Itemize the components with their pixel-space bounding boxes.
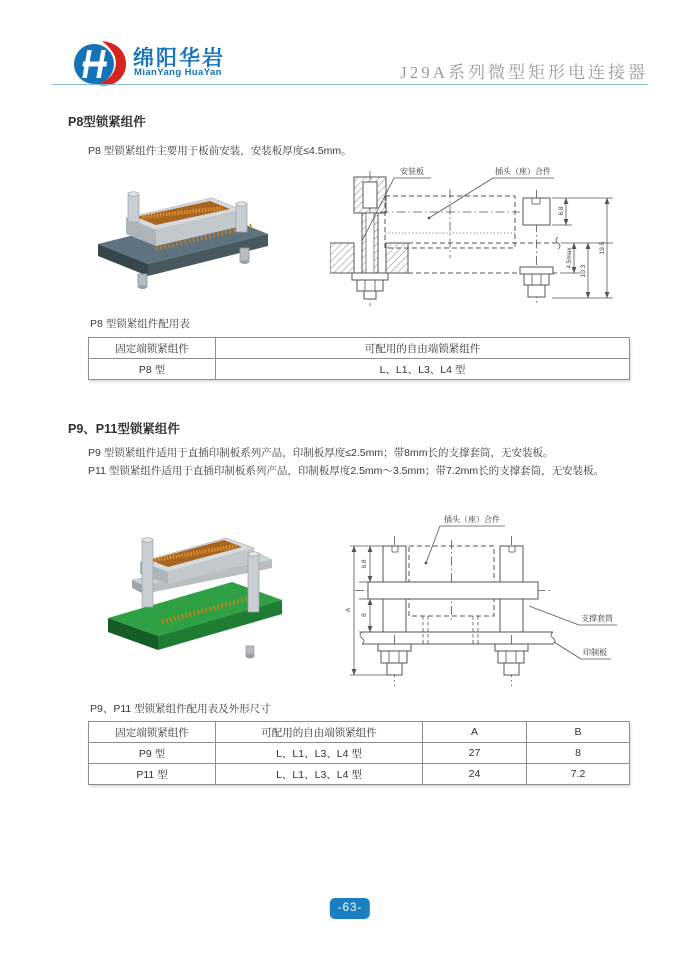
mounting-plate-label: 安装板 xyxy=(400,167,424,176)
header-cell: 固定端锁紧组件 xyxy=(89,338,216,359)
p8-connector-photo xyxy=(90,188,275,293)
table-row xyxy=(89,764,630,785)
dim-8: 8 xyxy=(361,613,368,617)
plug-assembly-label: 插头（座）合件 xyxy=(495,167,551,176)
support-sleeve-left xyxy=(383,599,406,632)
mounting-plate-hatch xyxy=(330,243,354,273)
support-sleeve-right xyxy=(500,599,523,632)
printed-board xyxy=(360,632,555,644)
plug-assembly-label: 插头（座）合件 xyxy=(444,515,500,524)
cell-dim-b: 7.2 xyxy=(527,764,630,785)
dimensions xyxy=(552,198,613,298)
table-header-row xyxy=(89,722,630,743)
flange-bar xyxy=(368,582,538,599)
p9-description: P9 型锁紧组件适用于直插印制板系列产品，印制板厚度≤2.5mm；带8mm长的支撑套筒，无安装板。 xyxy=(88,447,554,459)
cell-compatible: L、L1、L3、L4 型 xyxy=(216,743,423,764)
company-logo-icon xyxy=(74,40,128,86)
dim-A: A xyxy=(345,607,352,613)
p8-config-table xyxy=(88,337,630,380)
cell-dim-a: 24 xyxy=(423,764,527,785)
jack-posts xyxy=(383,546,523,582)
p9-outline-drawing xyxy=(345,508,630,693)
dim-19-5: 19.5 xyxy=(599,241,606,255)
cell-compatible: L、L1、L3、L4 型 xyxy=(216,359,630,380)
jackscrew-section xyxy=(330,177,408,299)
cell-dim-b: 8 xyxy=(527,743,630,764)
p8-description: P8 型锁紧组件主要用于板前安装，安装板厚度≤4.5mm。 xyxy=(88,145,352,157)
document-title: J29A系列微型矩形电连接器 xyxy=(400,63,648,82)
screws xyxy=(378,644,528,675)
table-row xyxy=(89,743,630,764)
cell-compatible: L、L1、L3、L4 型 xyxy=(216,764,423,785)
cell-type: P8 型 xyxy=(89,359,216,380)
company-name-en: MianYang HuaYan xyxy=(134,67,222,78)
dim-4-5max: 4.5max xyxy=(566,247,573,269)
dim-10-3: 10.3 xyxy=(580,264,587,278)
header-cell: 可配用的自由端锁紧组件 xyxy=(216,722,423,743)
pcb-label: 印制板 xyxy=(583,648,607,657)
p9-config-table xyxy=(88,721,630,785)
table-row xyxy=(89,359,630,380)
cell-dim-a: 27 xyxy=(423,743,527,764)
support-sleeve-label: 支撑套筒 xyxy=(581,614,613,623)
p9-table-caption: P9、P11 型锁紧组件配用表及外形尺寸 xyxy=(90,703,271,715)
dim-6-8: 6.8 xyxy=(361,559,368,569)
p8-table-caption: P8 型锁紧组件配用表 xyxy=(90,318,190,330)
p9-connector-photo xyxy=(100,518,290,670)
header-divider xyxy=(52,84,648,85)
page-number-badge: -63- xyxy=(330,898,370,919)
header-cell: B xyxy=(527,722,630,743)
header-cell: 可配用的自由端锁紧组件 xyxy=(216,338,630,359)
table-header-row xyxy=(89,338,630,359)
p11-description: P11 型锁紧组件适用于直插印制板系列产品，印制板厚度2.5mm～3.5mm；带7.2mm长的支撑套筒，无安装板。 xyxy=(88,465,605,477)
company-name-cn: 绵阳华岩 xyxy=(133,47,225,70)
header-cell: 固定端锁紧组件 xyxy=(89,722,216,743)
section-title-p9-p11: P9、P11型锁紧组件 xyxy=(68,422,180,436)
header-cell: A xyxy=(423,722,527,743)
p8-outline-drawing xyxy=(330,163,630,308)
section-title-p8: P8型锁紧组件 xyxy=(68,115,146,129)
cell-type: P11 型 xyxy=(89,764,216,785)
cell-type: P9 型 xyxy=(89,743,216,764)
dim-6-8: 6.8 xyxy=(558,206,565,216)
